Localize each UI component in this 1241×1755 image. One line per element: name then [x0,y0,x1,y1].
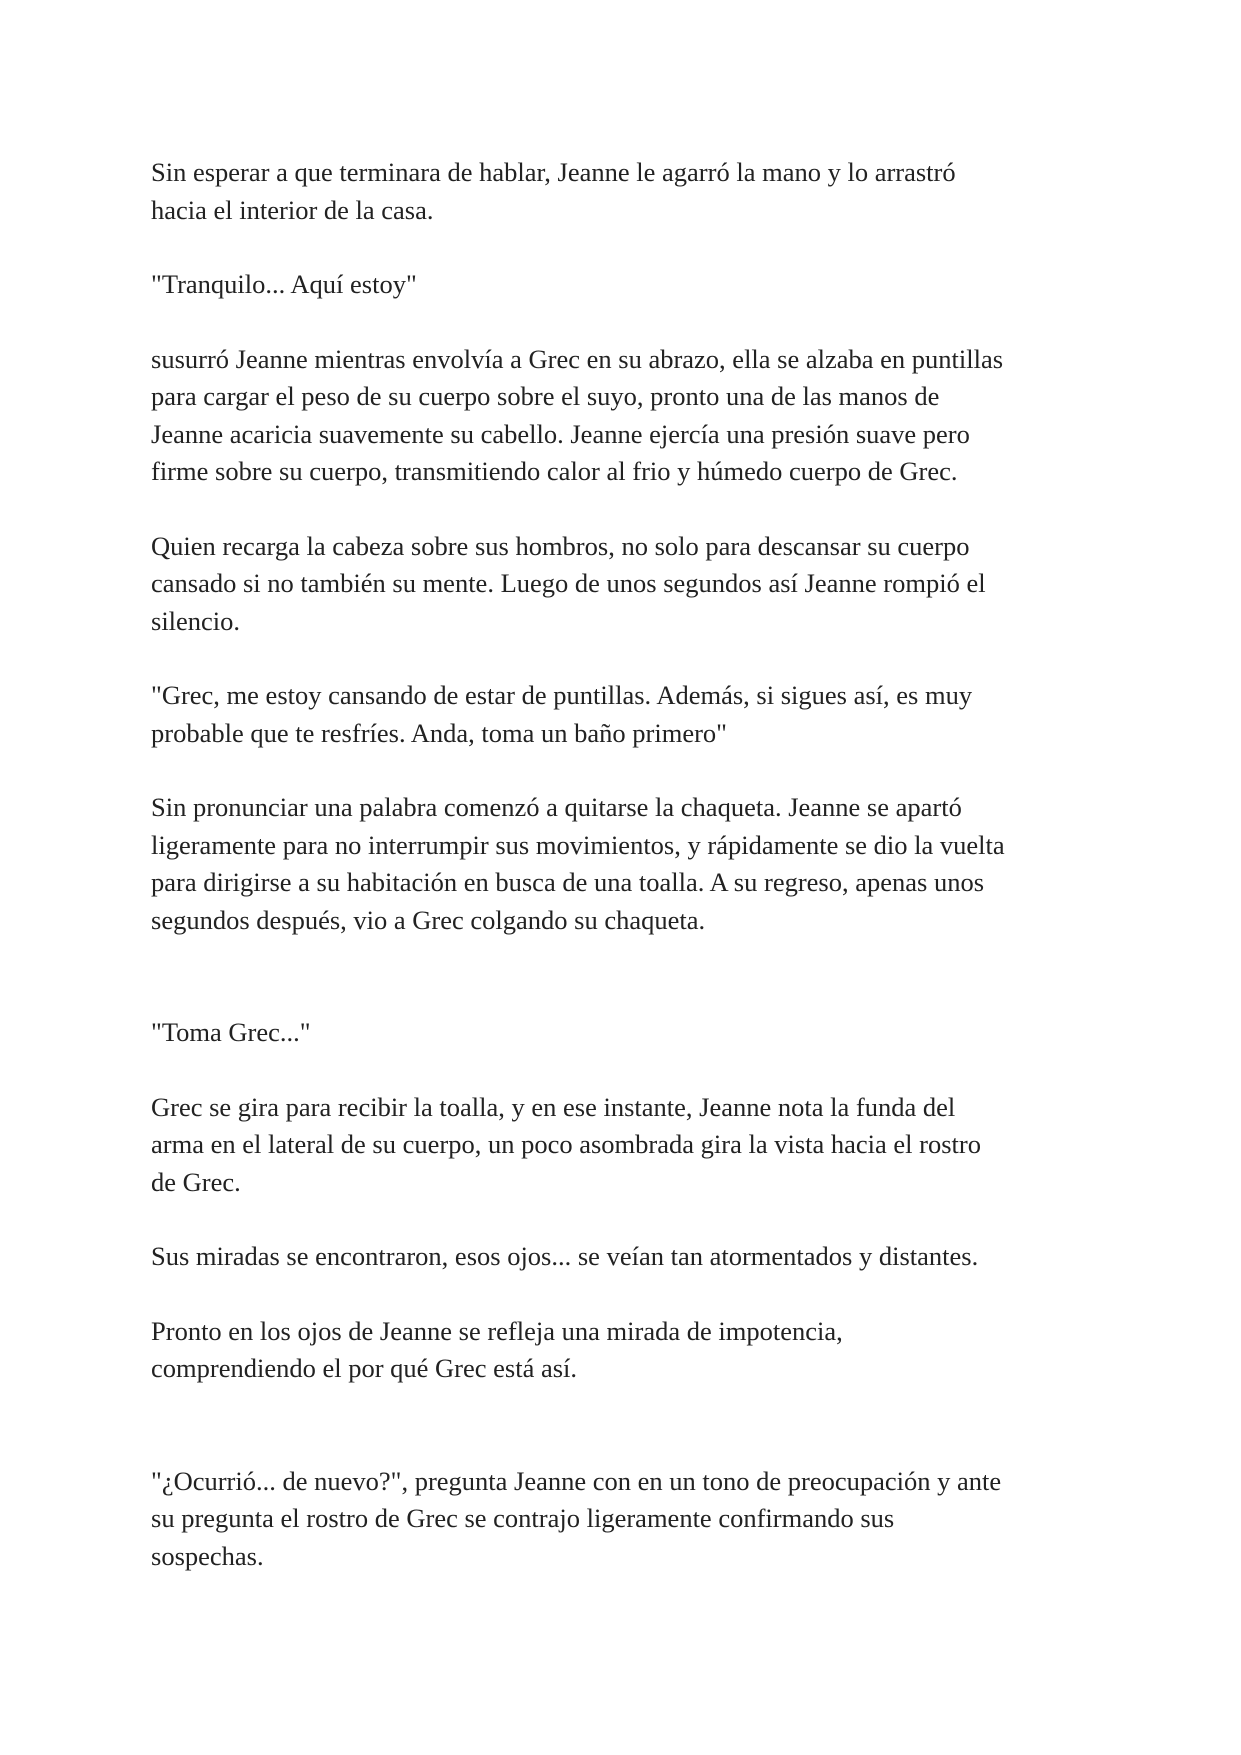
text-line: silencio. [151,605,241,636]
text-line: Sus miradas se encontraron, esos ojos... se veían tan atormentados y distantes. [151,1241,979,1271]
text-line: sospechas. [151,1540,264,1571]
text-line: para cargar el peso de su cuerpo sobre el suyo, pronto una de las manos de [151,381,940,411]
paragraph-11 [151,1463,1111,1576]
text-line: Grec se gira para recibir la toalla, y en ese instante, Jeanne nota la funda del [151,1091,956,1122]
paragraph-8 [151,1089,1111,1202]
text-line: para dirigirse a su habitación en busca de una toalla. A su regreso, apenas unos [151,867,985,897]
paragraph-7 [151,1014,1111,1052]
text-line: "Toma Grec..." [151,1017,311,1047]
paragraph-1 [151,154,1111,229]
paragraph-3 [151,341,1111,491]
text-line: ligeramente para no interrumpir sus movimientos, y rápidamente se dio la vuelta [151,829,1005,860]
text-line: su pregunta el rostro de Grec se contrajo ligeramente confirmando sus [151,1503,895,1533]
paragraph-4 [151,528,1111,641]
text-line: Jeanne acaricia suavemente su cabello. Jeanne ejercía una presión suave pero [151,418,970,449]
text-line: "¿Ocurrió... de nuevo?", pregunta Jeanne con en un tono de preocupación y ante [151,1465,1002,1496]
paragraph-5 [151,677,1111,752]
text-line: "Tranquilo... Aquí estoy" [151,269,417,299]
paragraph-2 [151,266,1111,304]
paragraph-10 [151,1313,1111,1388]
text-line: Quien recarga la cabeza sobre sus hombros, no solo para descansar su cuerpo [151,530,970,561]
paragraph-6 [151,789,1111,939]
text-line: cansado si no también su mente. Luego de unos segundos así Jeanne rompió el [151,568,986,598]
paragraph-9 [151,1238,1111,1276]
text-line: Pronto en los ojos de Jeanne se refleja una mirada de impotencia, [151,1315,843,1346]
text-line: susurró Jeanne mientras envolvía a Grec en su abrazo, ella se alzaba en puntillas [151,343,1004,374]
text-line: Sin esperar a que terminara de hablar, Jeanne le agarró la mano y lo arrastró [151,157,956,187]
text-line: de Grec. [151,1166,241,1197]
text-line: segundos después, vio a Grec colgando su chaqueta. [151,904,706,935]
document-body [151,154,1111,1575]
text-line: "Grec, me estoy cansando de estar de puntillas. Además, si sigues así, es muy [151,680,973,710]
text-line: firme sobre su cuerpo, transmitiendo calor al frio y húmedo cuerpo de Grec. [151,456,958,486]
text-line: Sin pronunciar una palabra comenzó a quitarse la chaqueta. Jeanne se apartó [151,792,962,822]
text-line: arma en el lateral de su cuerpo, un poco asombrada gira la vista hacia el rostro [151,1129,981,1159]
text-line: comprendiendo el por qué Grec está así. [151,1353,578,1383]
text-line: probable que te resfríes. Anda, toma un baño primero" [151,717,727,748]
text-line: hacia el interior de la casa. [151,194,434,225]
